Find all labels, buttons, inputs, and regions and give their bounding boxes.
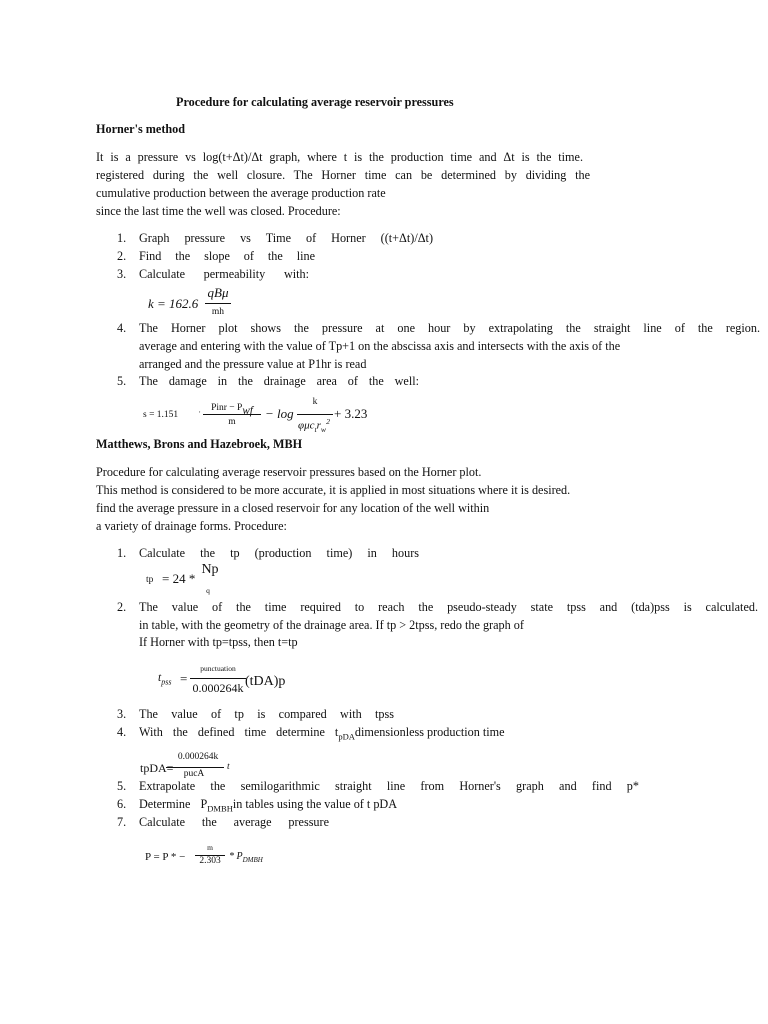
formula-tpda-rhs: t: [227, 762, 230, 772]
formula-p-den: 2.303: [199, 856, 221, 866]
mbh-step-3: The value of tp is compared with tpss: [139, 707, 394, 721]
horner-heading: Horner's method: [96, 122, 186, 136]
mbh-step-7: Calculate the average pressure: [139, 815, 329, 829]
formula-tp-num: Np: [201, 562, 219, 577]
formula-tpss-den: 0.000264k: [192, 681, 244, 695]
mbh-para-line-4: a variety of drainage forms. Procedure:: [96, 519, 287, 533]
formula-tpss-lhs: $t_{pss}$: [158, 672, 172, 687]
mbh-step-6: Determine $P_{DMBH}in$ tables using the value of t pDA: [139, 797, 398, 814]
formula-p-rhs: * $P_{DMBH}$: [229, 851, 263, 864]
mbh-step-number: 6.: [117, 797, 127, 811]
formula-s-dot: ·: [198, 408, 202, 418]
formula-k-num: qBμ: [207, 285, 229, 300]
formula-tp-eq: = 24 *: [162, 571, 196, 586]
mbh-step-1: Calculate the tp (production time) in hours: [139, 546, 419, 560]
mbh-step-number: 7.: [117, 815, 127, 829]
formula-p-num: m: [207, 843, 213, 852]
formula-p-lhs: P = P * −: [145, 851, 186, 863]
horner-step-5: The damage in the drainage area of the well:: [139, 374, 419, 388]
formula-s-num1: Pinr − $P_{wf}$: [211, 403, 253, 418]
formula-s-bar1: [203, 414, 261, 415]
horner-step-2: Find the slope of the line: [139, 249, 315, 263]
horner-step-4: The Horner plot shows the pressure at one hour by extrapolating the straight line of the region.: [139, 321, 760, 335]
mbh-step-4: With the defined time determine $t_{pDA}dimensionless$ production time: [139, 725, 505, 742]
formula-k-den: mh: [211, 307, 225, 317]
formula-tpss-num: punctuation: [200, 664, 236, 673]
mbh-step-number: 2.: [117, 600, 127, 614]
formula-k-lhs: k = 162.6: [148, 296, 199, 311]
formula-s-den1: m: [228, 417, 236, 427]
formula-tpda-lhs: tpDA=: [140, 761, 174, 775]
horner-step-number: 4.: [117, 321, 127, 335]
mbh-heading: Matthews, Brons and Hazebroek, MBH: [96, 437, 303, 451]
formula-tpss-bar: [190, 678, 246, 679]
mbh-step-2-cont-1: in table, with the geometry of the drainage area. If tp > 2tpss, redo the graph of: [139, 618, 524, 632]
formula-tpss-eq: =: [180, 671, 188, 686]
mbh-step-number: 5.: [117, 779, 127, 793]
horner-step-4-cont-2: arranged and the pressure value at P1hr is read: [139, 357, 367, 371]
mbh-para-line-1: Procedure for calculating average reservoir pressures based on the Horner plot.: [96, 465, 482, 479]
mbh-para-line-3: find the average pressure in a closed reservoir for any location of the well within: [96, 501, 490, 515]
mbh-step-number: 4.: [117, 725, 127, 739]
horner-para-line-3: cumulative production between the average production rate: [96, 186, 386, 200]
formula-s-num2: k: [312, 397, 318, 407]
mbh-step-2: The value of the time required to reach the pseudo-steady state tpss and (tda)pss is calculated.: [139, 600, 758, 614]
horner-step-number: 1.: [117, 231, 127, 245]
formula-s-log: − log: [265, 406, 294, 421]
formula-tpda-bar: [166, 767, 224, 768]
formula-tpda-num: 0.000264k: [177, 752, 219, 762]
mbh-para-line-2: This method is considered to be more accurate, it is applied in most situations where it is desired.: [96, 483, 571, 497]
formula-tp-lhs: tp: [146, 575, 154, 585]
formula-s-bar2: [297, 414, 333, 415]
formula-k-bar: [205, 303, 231, 304]
horner-step-1: Graph pressure vs Time of Horner ((t+Δt)/Δt): [139, 231, 433, 245]
mbh-step-2-cont-2: If Horner with tp=tpss, then t=tp: [139, 635, 298, 649]
formula-s-lhs: s = 1.151: [143, 410, 179, 420]
mbh-step-number: 3.: [117, 707, 127, 721]
horner-para-line-2: registered during the well closure. The Horner time can be determined by dividing the: [96, 168, 590, 182]
horner-para-line-1: It is a pressure vs log(t+Δt)/Δt graph, where t is the production time and Δt is the time.: [96, 150, 583, 164]
horner-step-number: 2.: [117, 249, 127, 263]
horner-step-4-cont-1: average and entering with the value of Tp+1 on the abscissa axis and intersects with the axis of the: [139, 339, 621, 353]
mbh-step-number: 1.: [117, 546, 127, 560]
formula-s-den2: $\varphi\mu c_tr_w^2$: [298, 417, 330, 434]
formula-tp-den: q: [206, 586, 210, 595]
formula-s-plus: + 3.23: [334, 406, 368, 421]
mbh-step-5: Extrapolate the semilogarithmic straight line from Horner's graph and find p*: [139, 779, 639, 793]
horner-step-number: 3.: [117, 267, 127, 281]
horner-step-number: 5.: [117, 374, 127, 388]
horner-step-3: Calculate permeability with:: [139, 267, 309, 281]
formula-tpss-rhs: (tDA)p: [245, 674, 286, 689]
page-title: Procedure for calculating average reservoir pressures: [176, 95, 454, 109]
formula-tpda-den: pucA: [183, 769, 205, 779]
horner-para-line-4: since the last time the well was closed. Procedure:: [96, 204, 341, 218]
